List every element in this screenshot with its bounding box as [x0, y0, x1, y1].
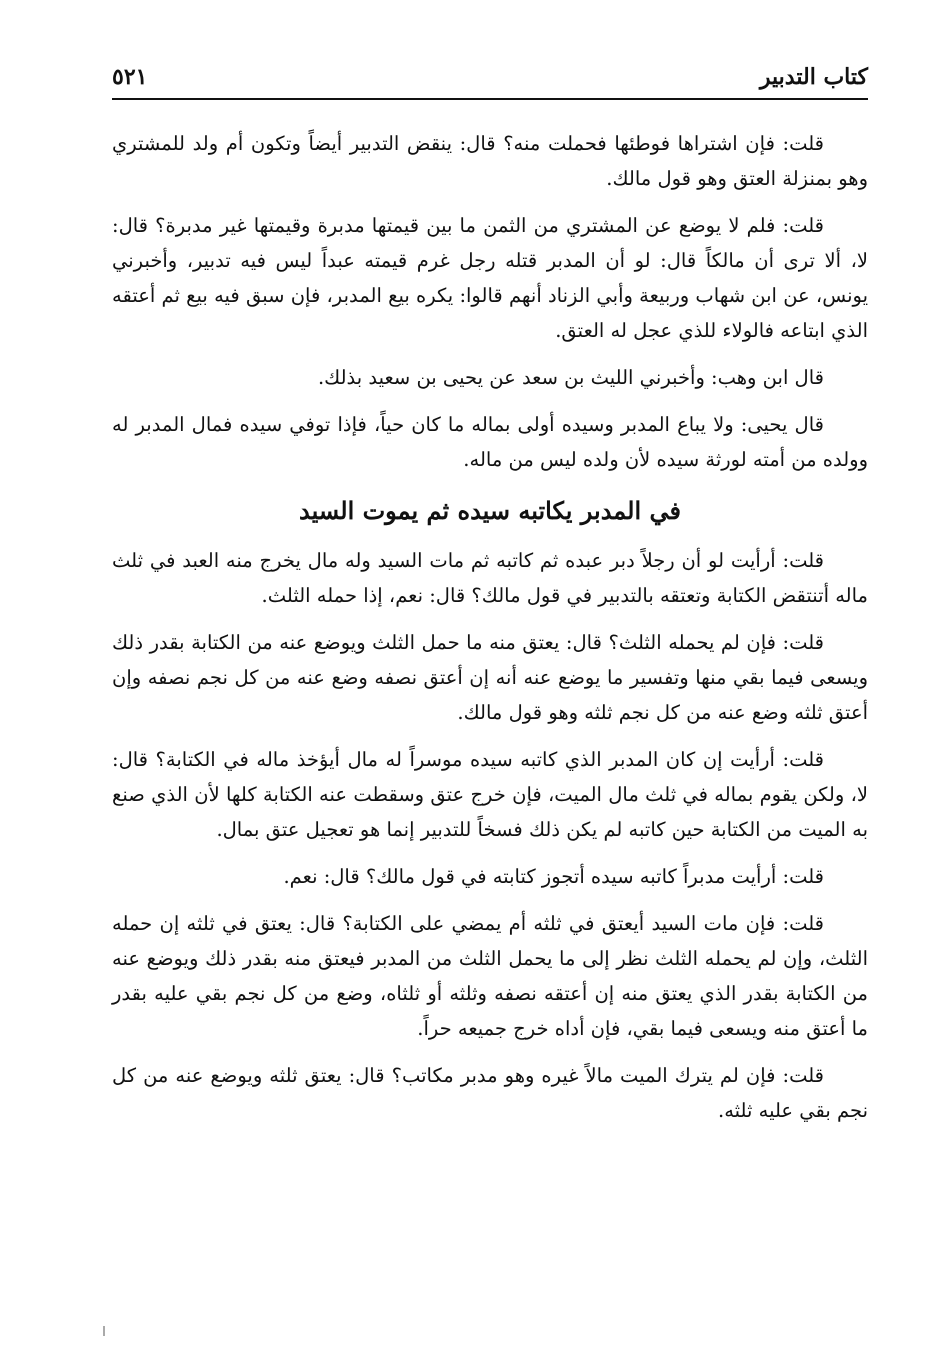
paragraph: قلت: فلم لا يوضع عن المشتري من الثمن ما بين قيمتها مدبرة وقيمتها غير مدبرة؟ قال: لا، ألا ترى أن مالكاً قال: لو أن المدبر قتله رجل غرم قيمته عبداً ليس فيه تدبير، وأخبرني يونس، عن ابن شهاب وربيعة وأبي الزناد أنهم قالوا: يكره بيع المدبر، فإن سبق فيه بيع ثم أعتقه الذي ابتاعه فالولاء للذي عجل له العتق.	[112, 214, 868, 342]
paragraph: قال يحيى: ولا يباع المدبر وسيده أولى بماله ما كان حياً، فإذا توفي سيده فمال المدبر له وولده من أمته لورثة سيده لأن ولده ليس من ماله.	[112, 413, 868, 471]
paragraph: قلت: فإن اشتراها فوطئها فحملت منه؟ قال: ينقض التدبير أيضاً وتكون أم ولد للمشتري وهو بمنزلة العتق وهو قول مالك.	[112, 132, 868, 190]
running-title: كتاب التدبير	[759, 64, 868, 90]
paragraph: قلت: أرأيت إن كان المدبر الذي كاتبه سيده موسراً له مال أيؤخذ ماله في الكتابة؟ قال: لا، ولكن يقوم بماله في ثلث مال الميت، فإن خرج عتق وسقطت عنه الكتابة كلها لأن الذي صنع به الميت من الكتابة حين كاتبه لم يكن ذلك فسخاً للتدبير إنما هو تعجيل عتق بمال.	[112, 748, 868, 841]
paragraph: قلت: أرأيت مدبراً كاتبه سيده أتجوز كتابته في قول مالك؟ قال: نعم.	[283, 865, 824, 888]
section-heading: في المدبر يكاتبه سيده ثم يموت السيد	[299, 496, 681, 525]
page-number: ٥٢١	[112, 64, 148, 90]
scan-margin-mark	[103, 1326, 105, 1336]
paragraph: قلت: فإن لم يترك الميت مالاً غيره وهو مدبر مكاتب؟ قال: يعتق ثلثه ويوضع عنه من كل نجم بقي عليه ثلثه.	[112, 1064, 868, 1122]
page-body	[112, 126, 868, 1140]
paragraph: قال ابن وهب: وأخبرني الليث بن سعد عن يحيى بن سعيد بذلك.	[317, 366, 824, 389]
page-header	[112, 58, 868, 100]
paragraph: قلت: أرأيت لو أن رجلاً دبر عبده ثم كاتبه ثم مات السيد وله مال يخرج منه العبد في ثلث ماله أتنتقض الكتابة وتعتقه بالتدبير في قول مالك؟ قال: نعم، إذا حمله الثلث.	[112, 549, 868, 607]
paragraph: قلت: فإن مات السيد أيعتق في ثلثه أم يمضي على الكتابة؟ قال: يعتق في ثلثه إن حمله الثلث، وإن لم يحمله الثلث نظر إلى ما يحمل الثلث من المدبر فيعتق منه بقدر ذلك ويوضع عنه من الكتابة بقدر الذي يعتق منه إن أعتقه نصفه وثلثه أو ثلثاه، وضع من كل نجم بقي عليه بقدر ما أعتق منه ويسعى فيما بقي، فإن أداه خرج جميعه حراً.	[112, 912, 868, 1040]
paragraph: قلت: فإن لم يحمله الثلث؟ قال: يعتق منه ما حمل الثلث ويوضع عنه من الكتابة بقدر ذلك ويسعى فيما بقي منها وتفسير ما يوضع عنه أنه إن أعتق نصفه وضع عنه من كل نجم نصفه وإن أعتق ثلثه وضع عنه من كل نجم ثلثه وهو قول مالك.	[112, 631, 868, 724]
